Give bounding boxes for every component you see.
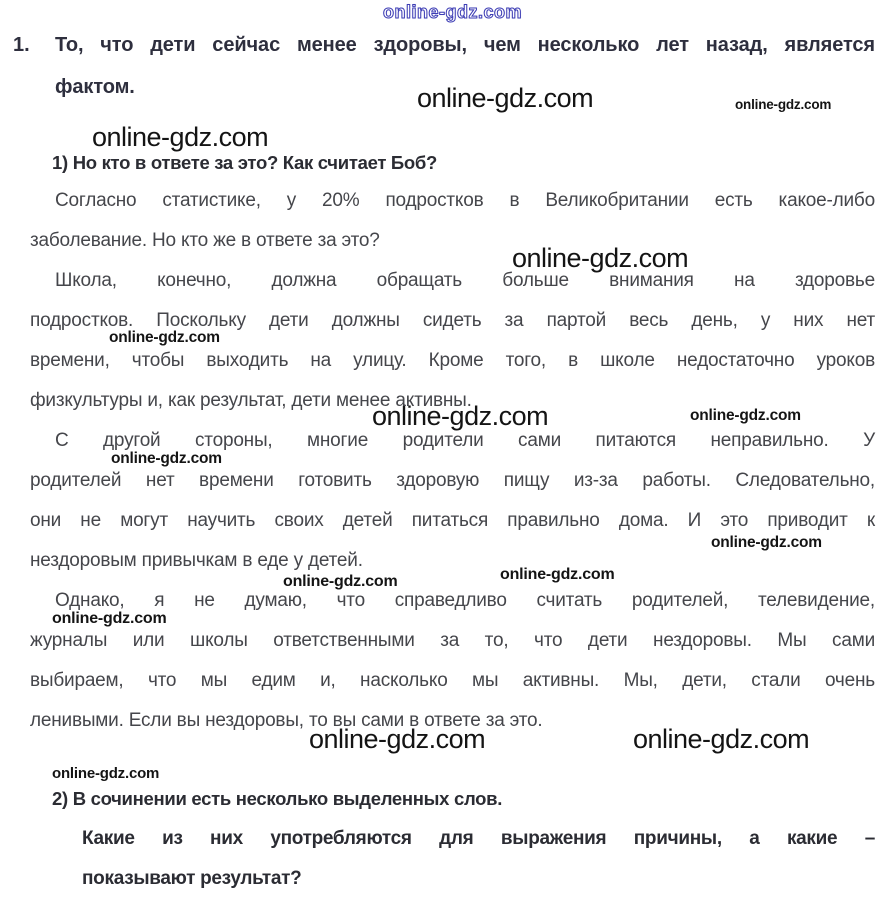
paragraph-line: подростков. Поскольку дети должны сидеть за партой весь день, у них нет: [30, 310, 875, 331]
section-1-heading: 1) Но кто в ответе за это? Как считает Боб?: [52, 152, 438, 173]
paragraph-line: они не могут научить своих детей питаться правильно дома. И это приводит к: [30, 510, 875, 531]
watermark: online-gdz.com: [92, 122, 269, 152]
paragraph-line: Согласно статистике, у 20% подростков в Великобритании есть какое-либо: [55, 190, 875, 211]
watermark: online-gdz.com: [52, 765, 160, 782]
paragraph-line: времени, чтобы выходить на улицу. Кроме того, в школе недостаточно уроков: [30, 350, 875, 371]
watermark: online-gdz.com: [735, 97, 832, 112]
watermark: online-gdz.com: [309, 724, 486, 754]
paragraph-line: С другой стороны, многие родители сами питаются неправильно. У: [55, 430, 875, 451]
watermark: online-gdz.com: [372, 401, 549, 431]
watermark: online-gdz.com: [111, 450, 222, 467]
watermark: online-gdz.com: [52, 610, 167, 627]
watermark: online-gdz.com: [512, 243, 689, 273]
paragraph-line: Однако, я не думаю, что справедливо считать родителей, телевидение,: [55, 590, 875, 611]
paragraph-line: выбираем, что мы едим и, насколько мы активны. Мы, дети, стали очень: [30, 670, 875, 691]
paragraph-line: журналы или школы ответственными за то, что дети нездоровы. Мы сами: [30, 630, 875, 651]
watermark: online-gdz.com: [417, 83, 594, 113]
paragraph-line: родителей нет времени готовить здоровую пищу из-за работы. Следовательно,: [30, 470, 875, 491]
watermark: online-gdz.com: [711, 534, 822, 551]
paragraph-line: заболевание. Но кто же в ответе за это?: [30, 230, 380, 251]
task-number: 1.: [13, 34, 30, 56]
watermark: online-gdz.com: [500, 566, 615, 583]
watermark-blue: online-gdz.com: [383, 2, 522, 22]
paragraph-line: нездоровым привычкам в еде у детей.: [30, 550, 363, 571]
question-line: Какие из них употребляются для выражения причины, а какие –: [82, 828, 875, 849]
task-statement-line-2: фактом.: [55, 76, 135, 98]
paragraph-line: Школа, конечно, должна обращать больше внимания на здоровье: [55, 270, 875, 291]
watermark: online-gdz.com: [633, 724, 810, 754]
task-statement-line-1: То, что дети сейчас менее здоровы, чем несколько лет назад, является: [55, 34, 875, 56]
watermark: online-gdz.com: [283, 573, 398, 590]
question-line: показывают результат?: [82, 868, 302, 889]
paragraph-line: ленивыми. Если вы нездоровы, то вы сами в ответе за это.: [30, 710, 543, 731]
watermark: online-gdz.com: [690, 407, 801, 424]
paragraph-line: физкультуры и, как результат, дети менее активны.: [30, 390, 472, 411]
section-2-heading: 2) В сочинении есть несколько выделенных слов.: [52, 788, 503, 809]
watermark: online-gdz.com: [109, 329, 220, 346]
